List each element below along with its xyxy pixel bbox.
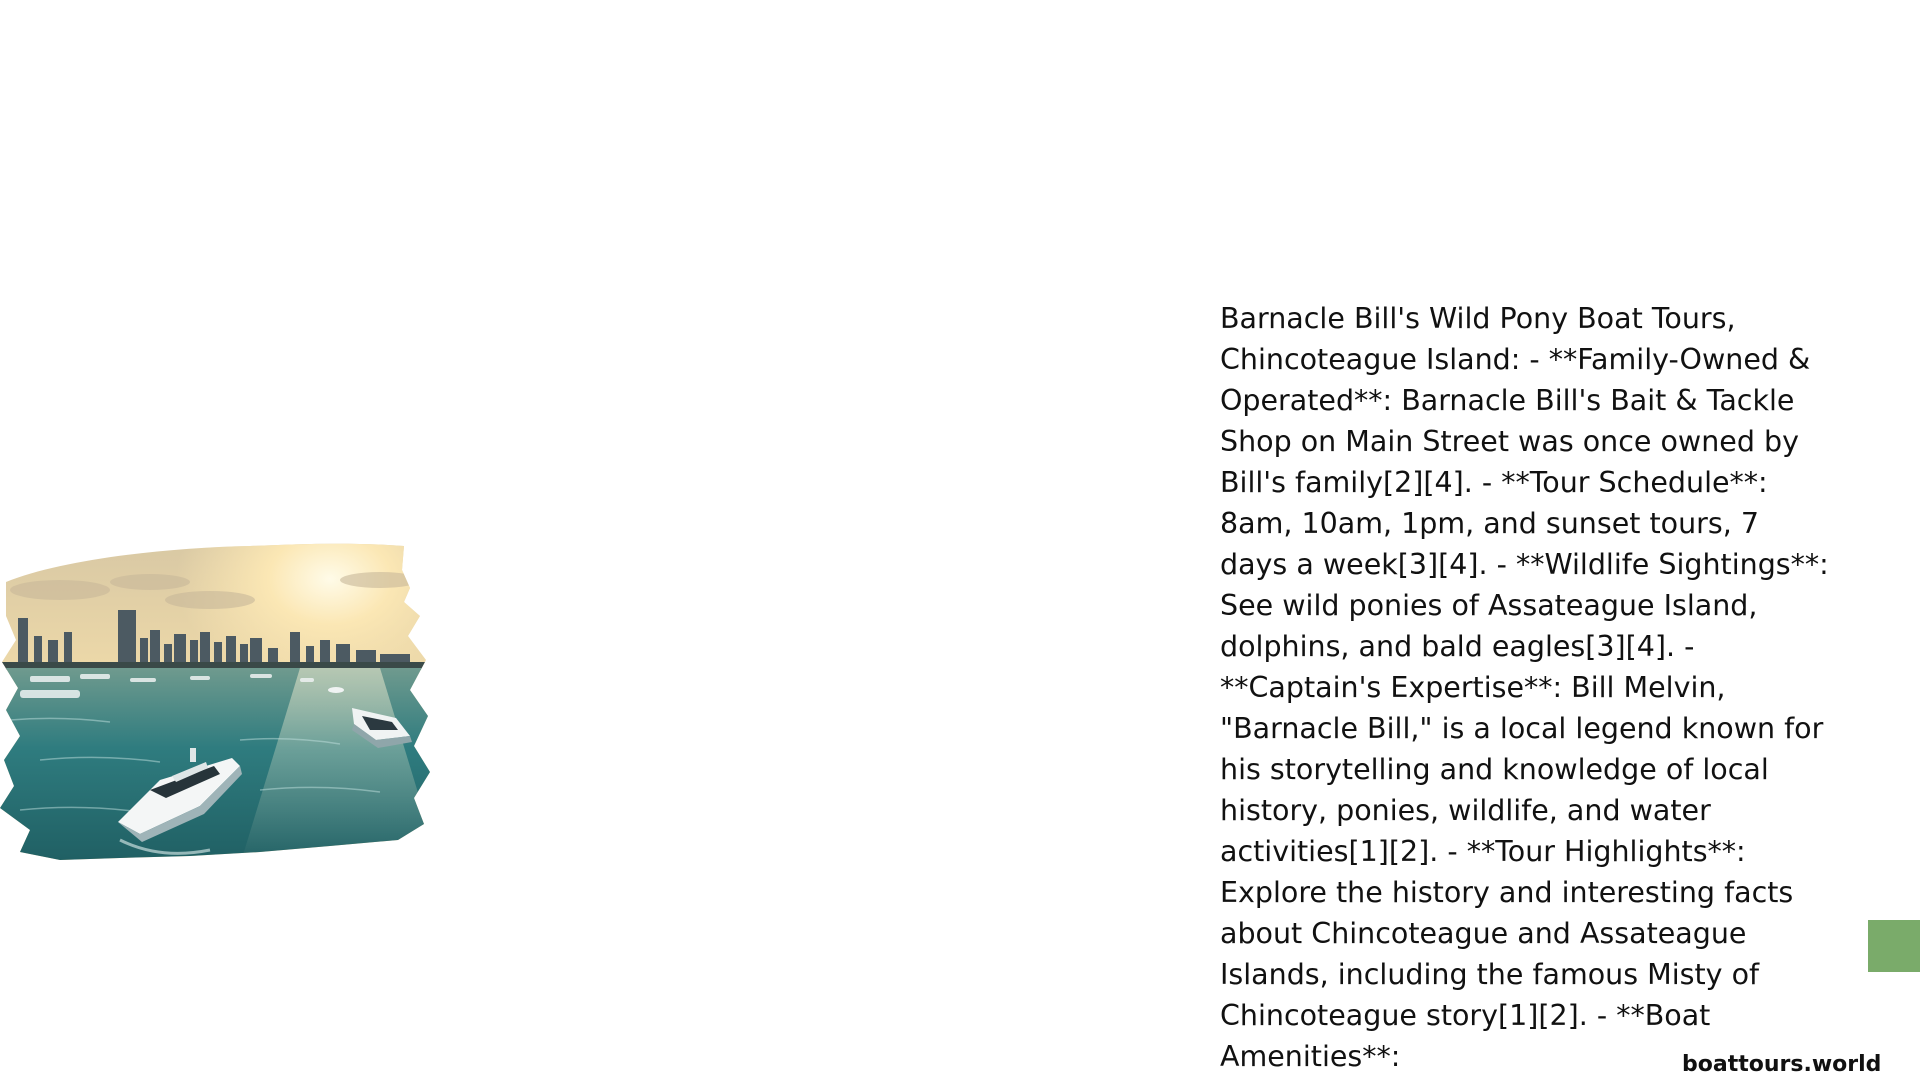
accent-square xyxy=(1868,920,1920,972)
article-body-text: Barnacle Bill's Wild Pony Boat Tours, Chincoteague Island: - **Family-Owned & Operated**: Barnacle Bill's Bait & Tackle Shop on Main Street was once owned by Bill's family[2][4]. - **Tour Schedule**: 8am, 10am, 1pm, and sunset tours, 7 days a week[3][4]. - **Wildlife Sightings**: See wild ponies of Assateague Island, dolphins, and bald eagles[3][4]. - **Captain's Expertise**: Bill Melvin, "Barnacle Bill," is a local legend known for his storytelling and knowledge of local history, ponies, wildlife, and water activities[1][2]. - **Tour Highlights**: Explore the history and interesting facts about Chincoteague and Assateague Islands, including the famous Misty of Chincoteague story[1][2]. - **Boat Amenities**: xyxy=(1220,302,1829,1073)
site-domain: boattours.world xyxy=(1682,1052,1882,1077)
harbor-yachts-photo xyxy=(0,540,440,865)
harbor-photo-svg xyxy=(0,540,440,865)
